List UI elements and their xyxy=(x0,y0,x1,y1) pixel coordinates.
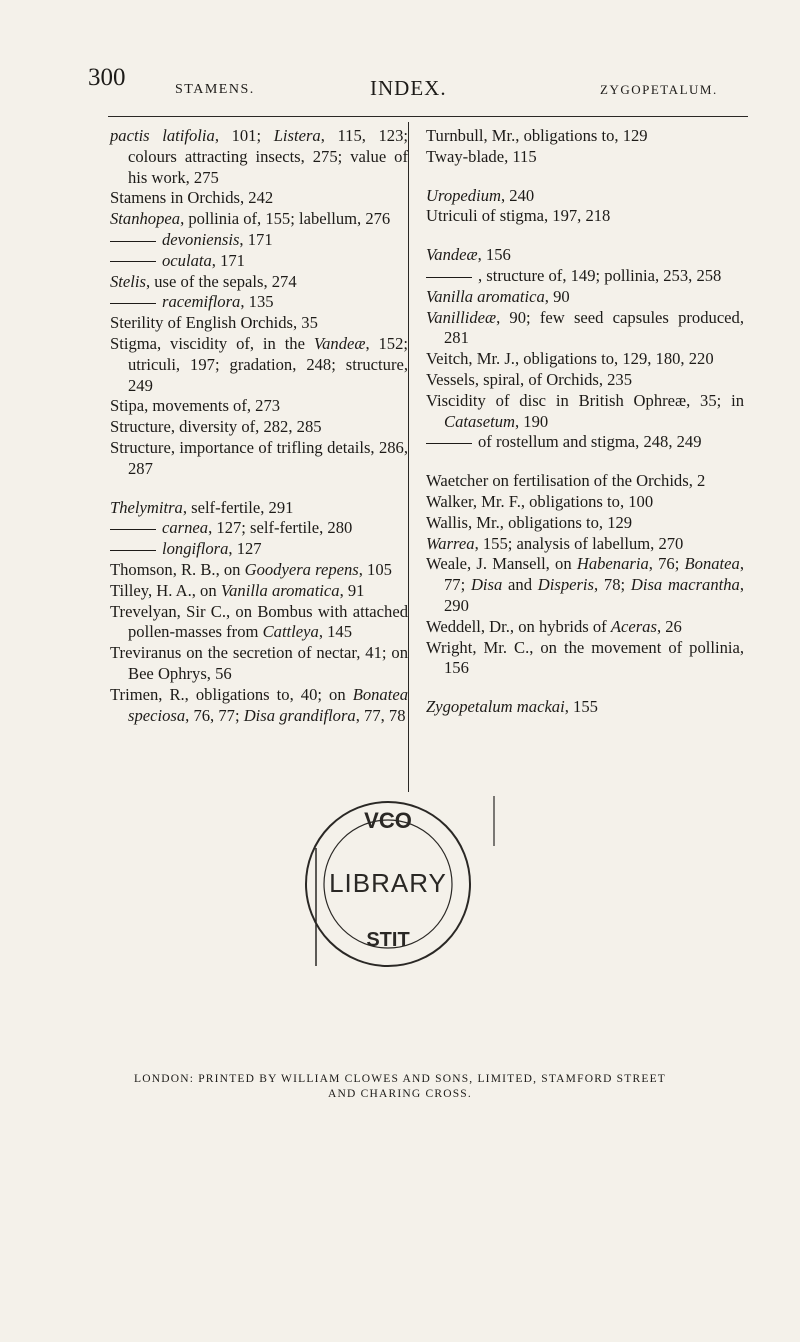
entry-text: Sterility of English Orchids, 35 xyxy=(110,313,318,333)
printer-imprint xyxy=(0,1072,800,1102)
imprint-line-2: AND CHARING CROSS. xyxy=(328,1088,472,1100)
index-entry xyxy=(110,313,408,334)
index-entry xyxy=(426,287,744,308)
italic-term: Vanillideæ xyxy=(426,307,497,327)
entry-text: , 26 xyxy=(656,616,682,636)
italic-term: racemiflora xyxy=(162,292,241,312)
index-subentry xyxy=(110,292,408,313)
italic-term: Cattleya xyxy=(262,622,319,642)
italic-term: Vandeæ xyxy=(313,333,366,353)
index-entry xyxy=(426,126,744,147)
entry-text: , 76, 77; xyxy=(185,705,244,725)
italic-term: Disa macrantha xyxy=(630,575,740,595)
stamp-text-middle: LIBRARY xyxy=(329,868,447,898)
index-subentry xyxy=(110,251,408,272)
italic-term: Listera xyxy=(273,126,321,145)
italic-term: pactis latifolia xyxy=(110,126,215,145)
imprint-line-1: LONDON: PRINTED BY WILLIAM CLOWES AND SONS, LIMITED, STAMFORD STREET xyxy=(133,1073,667,1085)
index-entry xyxy=(426,697,744,718)
italic-term: devoniensis xyxy=(162,229,240,249)
entry-text: , structure of, 149; pollinia, 253, 258 xyxy=(478,265,722,285)
index-entry xyxy=(110,417,408,438)
entry-text: , 171 xyxy=(239,229,273,249)
italic-term: longiflora xyxy=(162,539,229,559)
index-entry xyxy=(426,349,744,370)
ditto-dash xyxy=(110,241,156,242)
column-divider xyxy=(408,122,409,792)
entry-text: Thomson, R. B., on xyxy=(110,559,245,579)
entry-text: , 101; xyxy=(214,126,274,145)
italic-term: Vandeæ xyxy=(426,245,478,265)
entry-text: , 76; xyxy=(648,554,685,574)
entry-text: , 155; analysis of labellum, 270 xyxy=(474,533,684,553)
italic-term: Disperis xyxy=(537,575,595,595)
running-head-left: STAMENS. xyxy=(175,82,255,97)
entry-text: , 77; xyxy=(444,554,744,595)
entry-text: , 240 xyxy=(500,185,535,205)
index-entry xyxy=(426,206,744,227)
entry-text: Trevelyan, Sir C., on Bombus with attached pollen-masses from xyxy=(110,601,408,642)
entry-text: , 171 xyxy=(211,250,245,270)
index-entry xyxy=(110,126,408,188)
index-entry xyxy=(110,685,408,727)
entry-text: , 156 xyxy=(477,245,511,265)
entry-text: Wallis, Mr., obligations to, 129 xyxy=(426,512,633,532)
italic-term: Aceras xyxy=(610,616,657,636)
index-entry xyxy=(426,492,744,513)
ditto-dash xyxy=(426,443,472,444)
index-entry xyxy=(110,334,408,396)
ditto-dash xyxy=(110,303,156,304)
index-entry xyxy=(110,438,408,480)
letter-section-gap xyxy=(426,227,744,245)
italic-term: Disa xyxy=(470,575,503,595)
index-entry xyxy=(426,391,744,433)
italic-term: Bonatea xyxy=(684,554,740,574)
entry-text: Walker, Mr. F., obligations to, 100 xyxy=(426,491,654,511)
entry-text: Tilley, H. A., on xyxy=(110,580,221,600)
entry-text: Weddell, Dr., on hybrids of xyxy=(426,616,611,636)
italic-term: Zygopetalum mackai xyxy=(426,697,565,717)
entry-text: Weale, J. Mansell, on xyxy=(426,554,577,574)
entry-text: , 145 xyxy=(318,622,352,642)
italic-term: carnea xyxy=(162,518,209,538)
entry-text: , 290 xyxy=(444,575,745,615)
italic-term: Disa grandiflora xyxy=(243,705,356,725)
entry-text: , 135 xyxy=(240,292,274,312)
entry-text: , 115, 123; colours attracting insects, 275; value of his work, 275 xyxy=(128,126,409,187)
letter-section-gap xyxy=(426,453,744,471)
index-subentry xyxy=(426,432,744,453)
index-subentry xyxy=(426,266,744,287)
index-entry xyxy=(426,245,744,266)
ditto-dash xyxy=(110,550,156,551)
entry-text: Treviranus on the secretion of nectar, 41; on Bee Ophrys, 56 xyxy=(110,643,408,683)
ditto-dash xyxy=(426,277,472,278)
index-entry xyxy=(110,602,408,644)
italic-term: Vanilla aromatica xyxy=(220,580,340,600)
running-header xyxy=(0,64,800,114)
entry-text: , 155 xyxy=(564,697,598,717)
index-entry xyxy=(426,617,744,638)
ditto-dash xyxy=(110,261,156,262)
entry-text: Vessels, spiral, of Orchids, 235 xyxy=(426,369,633,389)
italic-term: Thelymitra xyxy=(110,497,183,517)
italic-term: Vanilla aromatica xyxy=(426,286,545,306)
letter-section-gap xyxy=(426,679,744,697)
index-column-left xyxy=(110,126,408,726)
index-subentry xyxy=(110,518,408,539)
entry-text: Trimen, R., obligations to, 40; on xyxy=(110,684,353,704)
entry-text: , 78; xyxy=(594,575,631,595)
entry-text: , use of the sepals, 274 xyxy=(145,271,297,291)
italic-term: Bonatea speciosa xyxy=(128,684,408,725)
italic-term: Goodyera repens xyxy=(244,559,359,579)
index-entry xyxy=(426,513,744,534)
running-head-center: INDEX. xyxy=(370,76,447,100)
entry-text: Turnbull, Mr., obligations to, 129 xyxy=(426,126,648,145)
entry-text: , self-fertile, 291 xyxy=(182,497,294,517)
entry-text: Structure, importance of trifling details, 286, 287 xyxy=(110,437,408,478)
entry-text: Structure, diversity of, 282, 285 xyxy=(110,417,322,437)
page-number: 300 xyxy=(88,64,126,91)
index-entry xyxy=(426,534,744,555)
entry-text: Stamens in Orchids, 242 xyxy=(110,188,274,208)
entry-text: Tway-blade, 115 xyxy=(426,146,537,166)
stamp-text-bottom: STIT xyxy=(366,929,410,951)
entry-text: , 127 xyxy=(228,539,262,559)
italic-term: Warrea xyxy=(426,533,475,553)
index-entry xyxy=(110,396,408,417)
entry-text: Viscidity of disc in British Ophreæ, 35; in xyxy=(426,390,744,410)
entry-text: , 152; utriculi, 197; gradation, 248; structure, 249 xyxy=(128,333,408,395)
index-entry xyxy=(110,272,408,293)
entry-text: Veitch, Mr. J., obligations to, 129, 180, 220 xyxy=(426,349,714,369)
index-entry xyxy=(110,581,408,602)
entry-text: and xyxy=(502,575,538,595)
index-entry xyxy=(426,308,744,350)
index-entry xyxy=(110,498,408,519)
entry-text: Waetcher on fertilisation of the Orchids, 2 xyxy=(426,471,706,491)
entry-text: , 127; self-fertile, 280 xyxy=(208,518,353,538)
italic-term: Uropedium xyxy=(426,185,501,205)
index-entry xyxy=(426,638,744,680)
entry-text: , 90 xyxy=(544,286,570,306)
italic-term: Habenaria xyxy=(576,554,649,574)
index-entry xyxy=(110,209,408,230)
entry-text: Utriculi of stigma, 197, 218 xyxy=(426,206,611,226)
running-head-right: ZYGOPETALUM. xyxy=(600,82,718,97)
index-entry xyxy=(426,186,744,207)
index-entry xyxy=(426,554,744,616)
italic-term: Stelis xyxy=(110,271,146,291)
ditto-dash xyxy=(110,529,156,530)
entry-text: Stipa, movements of, 273 xyxy=(110,396,281,416)
entry-text: , 90; few seed capsules produced, 281 xyxy=(444,307,744,348)
letter-section-gap xyxy=(110,480,408,498)
entry-text: Wright, Mr. C., on the movement of pollinia, 156 xyxy=(426,637,744,678)
italic-term: oculata xyxy=(162,250,212,270)
entry-text: , 77, 78 xyxy=(355,705,406,725)
entry-text: Stigma, viscidity of, in the xyxy=(110,333,314,353)
index-entry xyxy=(110,643,408,685)
entry-text: , 190 xyxy=(515,411,549,431)
italic-term: Stanhopea xyxy=(110,209,181,229)
index-entry xyxy=(426,471,744,492)
entry-text: of rostellum and stigma, 248, 249 xyxy=(478,432,702,452)
index-entry xyxy=(110,188,408,209)
index-subentry xyxy=(110,539,408,560)
entry-text: , 91 xyxy=(339,580,365,600)
index-entry xyxy=(426,370,744,391)
library-stamp xyxy=(268,786,508,986)
index-column-right xyxy=(426,126,744,718)
entry-text: , 105 xyxy=(358,559,392,579)
index-entry xyxy=(426,147,744,168)
index-entry xyxy=(110,560,408,581)
index-subentry xyxy=(110,230,408,251)
italic-term: Catasetum xyxy=(444,411,515,431)
entry-text: , pollinia of, 155; labellum, 276 xyxy=(180,209,391,229)
header-rule xyxy=(108,116,748,117)
stamp-text-top: VCO xyxy=(364,808,412,833)
letter-section-gap xyxy=(426,168,744,186)
